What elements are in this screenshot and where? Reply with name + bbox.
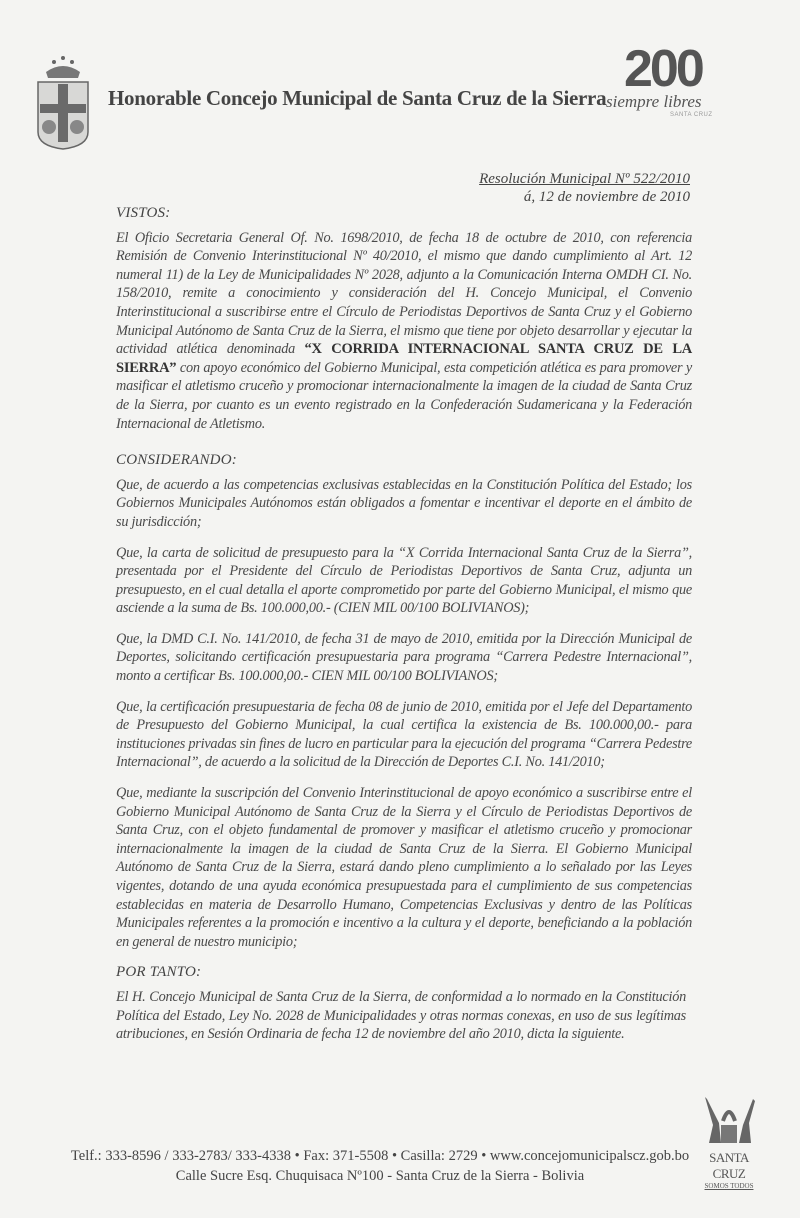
- vistos-paragraph: [116, 229, 692, 434]
- heading-vistos: VISTOS:: [116, 205, 171, 221]
- bicentennial-place: SANTA CRUZ: [670, 112, 713, 118]
- considerando-paragraph: Que, la certificación presupuestaria de fecha 08 de junio de 2010, emitida por el Jefe del Departamento de Presupuesto del Gobierno Municipal, la cual certifica la existencia de Bs. 100.000,00.- para instituciones privadas sin fines de lucro en particular para la ejecución del programa “Carrera Pedestre Internacional”, de acuerdo a la solicitud de la Dirección de Deportes C.I. No. 141/2010;: [116, 698, 692, 771]
- coat-of-arms-icon: [34, 52, 92, 150]
- footer: [40, 1146, 720, 1186]
- resolution-date: á, 12 de noviembre de 2010: [523, 189, 690, 205]
- resolution-header: [479, 170, 690, 206]
- santa-cruz-logo: [694, 1095, 764, 1190]
- organization-name: Honorable Concejo Municipal de Santa Cruz de la Sierra: [108, 86, 607, 110]
- por-tanto-paragraph: El H. Concejo Municipal de Santa Cruz de la Sierra, de conformidad a lo normado en la Constitución Política del Estado, Ley No. 2028 de Municipalidades y otras normas conexas, en uso de sus legítimas atribuciones, en Sesión Ordinaria de fecha 12 de noviembre del año 2010, dicta la siguiente.: [116, 988, 686, 1043]
- footer-contact: Telf.: 333-8596 / 333-2783/ 333-4338 • Fax: 371-5508 • Casilla: 2729 • www.concejomunicipalscz.gob.bo: [70, 1148, 690, 1164]
- footer-address: Calle Sucre Esq. Chuquisaca Nº100 - Santa Cruz de la Sierra - Bolivia: [175, 1168, 585, 1184]
- considerando-paragraph: Que, la DMD C.I. No. 141/2010, de fecha 31 de mayo de 2010, emitida por la Dirección Municipal de Deportes, solicitando certificación presupuestaria para programa “Carrera Pedestre Internacional”, monto a certificar Bs. 100.000,00.- CIEN MIL 00/100 BOLIVIANOS;: [116, 630, 692, 685]
- bicentennial-tagline: siempre libres: [606, 92, 702, 111]
- resolution-title: Resolución Municipal Nº 522/2010: [479, 171, 690, 187]
- bicentennial-logo: [606, 40, 750, 118]
- considerando-paragraph: Que, de acuerdo a las competencias exclusivas establecidas en la Constitución Política del Estado; los Gobiernos Municipales Autónomos están obligados a fomentar e incentivar el deporte en el ámbito de su jurisdicción;: [116, 476, 692, 530]
- heading-por-tanto: POR TANTO:: [116, 964, 202, 981]
- text: El Oficio Secretaria General Of. No. 1698/2010, de fecha 18 de octubre de 2010, con referencia Remisión de Convenio Interinstitucional Nº 40/2010, el mismo que dando cumplimiento al Art. 12 numeral 11) de la Ley de Municipalidades Nº 2028, adjunto a la Comunicación Interna OMDH CI. No. 158/2010, remite a conocimiento y consideración del H. Concejo Municipal, el Convenio Interinstitucional a suscribirse entre el Círculo de Periodistas Deportivos de Santa Cruz y el Gobierno Municipal Autónomo de Santa Cruz de la Sierra, el mismo que tiene por objeto desarrollar y ejecutar la actividad atlética denominada: [116, 229, 692, 358]
- logo-slogan: SOMOS TODOS: [704, 1182, 754, 1190]
- considerando-paragraph: Que, la carta de solicitud de presupuesto para la “X Corrida Internacional Santa Cruz de la Sierra”, presentada por el Presidente del Círculo de Periodistas Deportivos de Santa Cruz, adjunta un presupuesto, en el cual detalla el aporte comprometido por parte del Gobierno Municipal, el mismo que asciende a la suma de Bs. 100.000,00.- (CIEN MIL 00/100 BOLIVIANOS);: [116, 544, 692, 617]
- considerando-paragraph: Que, mediante la suscripción del Convenio Interinstitucional de apoyo económico a suscribirse entre el Gobierno Municipal Autónomo de Santa Cruz de la Sierra y el Círculo de Periodistas Deportivos de Santa Cruz, con el objeto fundamental de promover y masificar el atletismo cruceño y promocionar internacionalmente la imagen de la ciudad de Santa Cruz de la Sierra. El Gobierno Municipal Autónomo de Santa Cruz de la Sierra, estará dando pleno cumplimiento a lo señalado por las Leyes vigentes, dotando de una ayuda económica presupuestada para el cumplimiento de sus competencias establecidas en materia de Desarrollo Humano, Competencias Exclusivas y dentro de las Políticas Municipales referentes a la promoción e incentivo a la cultura y el deporte, beneficiando a la población en general de nuestro municipio;: [116, 785, 692, 950]
- event-name: “X CORRIDA INTERNACIONAL SANTA CRUZ DE LA SIERRA”: [116, 341, 692, 376]
- document-body: [116, 204, 692, 1056]
- text: con apoyo económico del Gobierno Municipal, esta competición atlética es para promover y masificar el atletismo cruceño y promocionar internacionalmente la imagen de la ciudad de Santa Cruz de la Sierra, por cuanto es un evento registrado en la Confederación Sudamericana y la Federación Internacional de Atletismo.: [116, 359, 692, 432]
- people-figures-icon: [699, 1095, 759, 1145]
- bicentennial-number: 200: [624, 40, 702, 98]
- heading-considerando: CONSIDERANDO:: [116, 452, 237, 469]
- logo-name: SANTA CRUZ: [709, 1150, 749, 1181]
